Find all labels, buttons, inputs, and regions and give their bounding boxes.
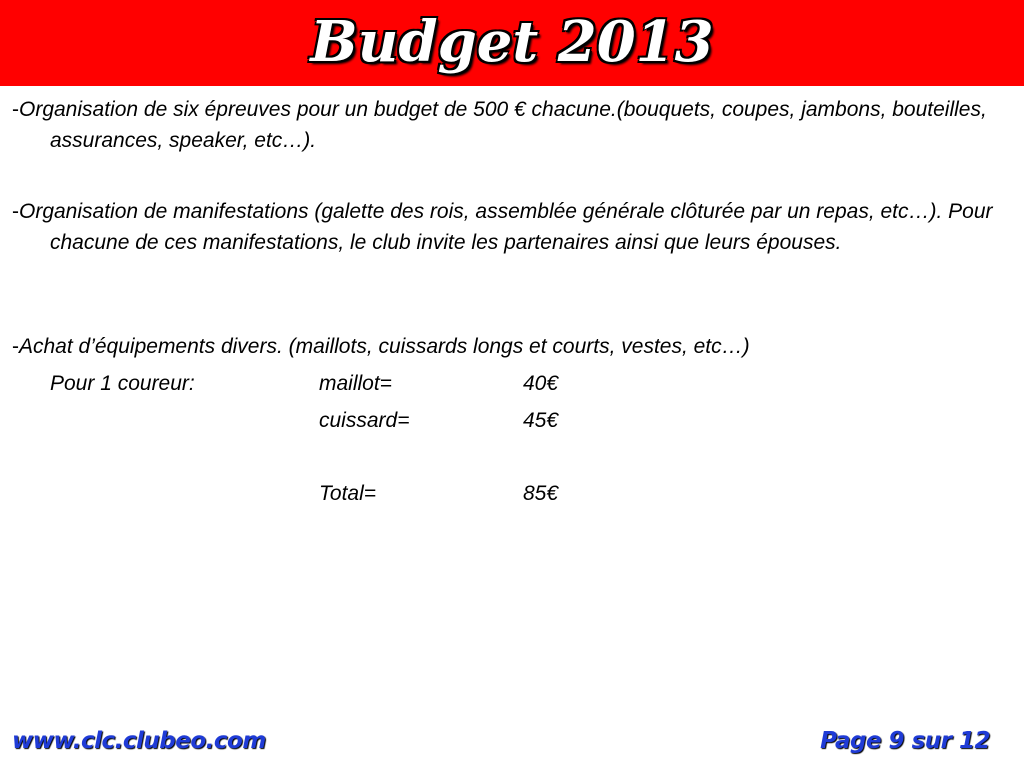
total-label: Total= [319, 482, 377, 505]
bullet-dash: - [12, 98, 19, 121]
rider-label: Pour 1 coureur: [50, 372, 195, 395]
website-link[interactable]: www.clc.clubeo.com [12, 728, 266, 754]
total-price: 85€ [523, 482, 559, 505]
paragraph-equipment [12, 331, 1024, 362]
paragraph-text: Organisation de manifestations (galette des rois, assemblée générale clôturée par un repas, etc…). Pour chacune de ces manifestations, le club invite les partenaires ainsi que leurs épouses. [19, 200, 993, 254]
bullet-dash: - [12, 200, 19, 223]
paragraph-text: Achat d’équipements divers. (maillots, cuissards longs et courts, vestes, etc…) [19, 335, 750, 358]
title-bar [0, 0, 1024, 86]
slide-title: Budget 2013 [310, 9, 714, 75]
item-name-jersey: maillot= [319, 372, 392, 395]
item-name-shorts: cuissard= [319, 409, 410, 432]
paragraph-text: Organisation de six épreuves pour un budget de 500 € chacune.(bouquets, coupes, jambons, bouteilles, assurances, speaker, etc…). [19, 98, 987, 152]
page-number: Page 9 sur 12 [820, 728, 990, 754]
item-price-shorts: 45€ [523, 409, 559, 432]
item-price-jersey: 40€ [523, 372, 559, 395]
paragraph-events-budget [12, 94, 1024, 156]
bullet-dash: - [12, 335, 19, 358]
paragraph-manifestations [12, 196, 1024, 258]
